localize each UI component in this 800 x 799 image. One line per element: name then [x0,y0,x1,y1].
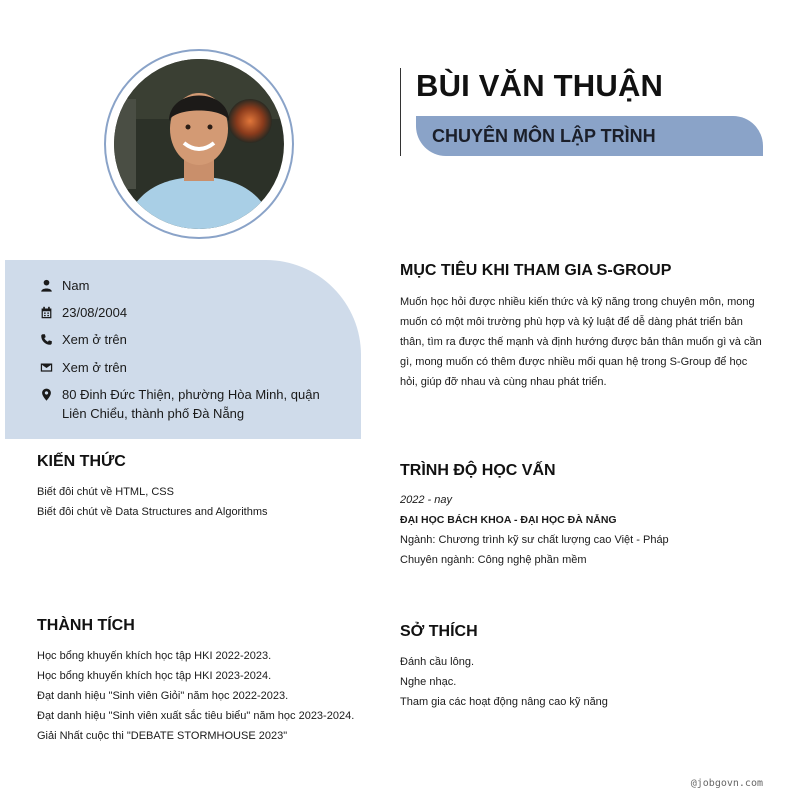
education-period: 2022 - nay [400,494,452,506]
address-line-2: Liên Chiểu, thành phố Đà Nẵng [62,406,245,421]
knowledge-item: Biết đôi chút về Data Structures and Algorithms [37,506,268,518]
address-line-1: 80 Đinh Đức Thiện, phường Hòa Minh, quận [62,387,320,402]
education-school: ĐẠI HỌC BÁCH KHOA - ĐẠI HỌC ĐÀ NẴNG [400,514,617,526]
objective-title: MỤC TIÊU KHI THAM GIA S-GROUP [400,262,672,279]
person-icon [39,276,53,295]
email-value: Xem ở trên [62,360,127,375]
contact-address [39,385,320,423]
objective-line: Muốn học hỏi được nhiều kiến thức và kỹ năng trong chuyên môn, mong [400,296,755,308]
profile-photo [114,59,284,229]
phone-value: Xem ở trên [62,332,127,347]
contact-phone [39,330,127,349]
knowledge-item: Biết đôi chút về HTML, CSS [37,486,174,498]
hobby-item: Đánh cầu lông. [400,656,474,668]
address-value [62,385,320,423]
objective-line: thân, tìm ra được thế mạnh và định hướng được bản thân muốn gì và cần [400,336,762,348]
education-specialization: Chuyên ngành: Công nghệ phần mềm [400,554,587,566]
candidate-name: BÙI VĂN THUẬN [416,68,664,103]
avatar [104,49,294,239]
achievement-item: Đạt danh hiệu "Sinh viên xuất sắc tiêu biểu" năm học 2023-2024. [37,710,355,722]
phone-icon [39,330,53,349]
birthdate-value: 23/08/2004 [62,305,128,320]
objective-line: gì, mong muốn có thêm được nhiều mối quan hệ trong S-Group để học [400,356,748,368]
achievement-item: Học bổng khuyến khích học tập HKI 2022-2023. [37,650,272,662]
achievement-item: Học bổng khuyến khích học tập HKI 2023-2024. [37,670,272,682]
education-major: Ngành: Chương trình kỹ sư chất lượng cao Việt - Pháp [400,534,669,546]
achievement-item: Đạt danh hiệu "Sinh viên Giỏi" năm học 2022-2023. [37,690,289,702]
contact-birthdate [39,303,127,322]
education-title: TRÌNH ĐỘ HỌC VẤN [400,462,556,479]
location-pin-icon [39,385,53,404]
objective-line: hỏi, giúp đỡ nhau và cùng nhau phát triển. [400,376,607,388]
contact-gender [39,276,89,295]
achievements-list [37,646,354,746]
mail-icon [39,358,53,377]
objective-paragraph [400,292,765,392]
knowledge-title: KIẾN THỨC [37,453,126,470]
objective-line: muốn có một môi trường phù hợp và kỷ luật để dễ dàng phát triển bản [400,316,743,328]
hobby-item: Tham gia các hoạt động nâng cao kỹ năng [400,696,608,708]
contact-panel [5,260,361,439]
watermark: @jobgovn.com [690,778,763,789]
role-title: CHUYÊN MÔN LẬP TRÌNH [432,126,656,146]
hobby-item: Nghe nhạc. [400,676,457,688]
hobbies-title: SỞ THÍCH [400,623,478,640]
role-banner [416,116,763,156]
knowledge-list [37,482,268,522]
education-details [400,490,669,570]
header-divider [400,68,401,156]
calendar-icon [39,303,53,322]
contact-email [39,358,127,377]
achievement-item: Giải Nhất cuộc thi "DEBATE STORMHOUSE 2023" [37,730,288,742]
gender-value: Nam [62,278,90,293]
achievements-title: THÀNH TÍCH [37,617,135,634]
hobbies-list [400,652,608,712]
